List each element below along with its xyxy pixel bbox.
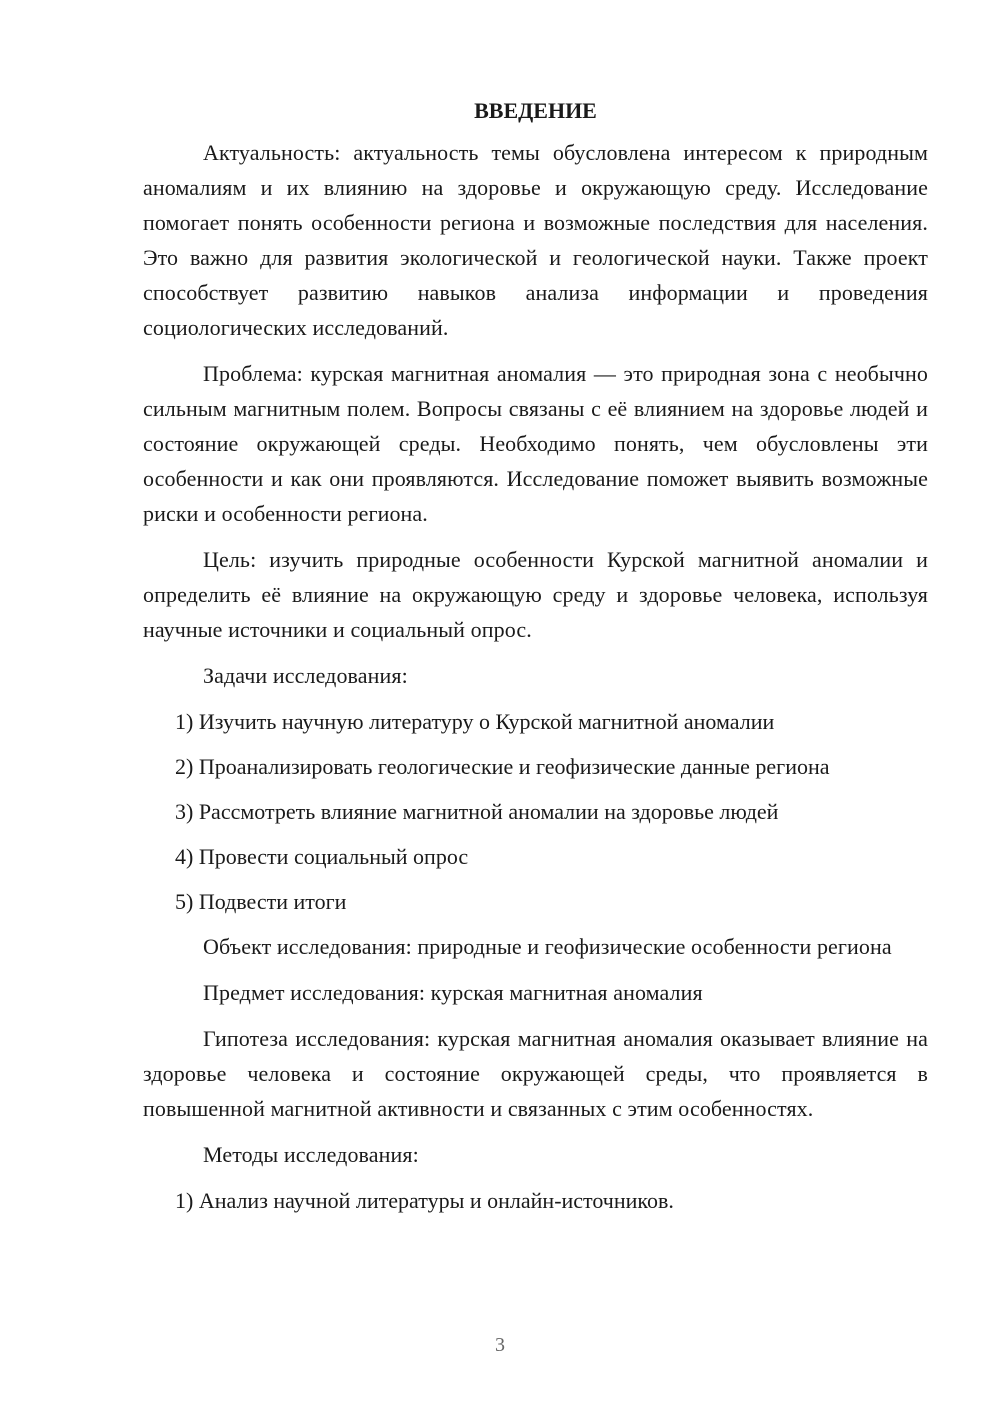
problem-paragraph: Проблема: курская магнитная аномалия — это природная зона с необычно сильным магнитным полем. Вопросы связаны с её влиянием на здоровье людей и состояние окружающей среды. Необходимо понять, чем обусловлены эти особенности и как они проявляются. Исследование поможет выявить возможные риски и особенности региона. (143, 361, 928, 526)
list-item: 5) Подвести итоги (175, 889, 347, 914)
tasks-title: Задачи исследования: (203, 663, 408, 688)
subject-paragraph: Предмет исследования: курская магнитная аномалия (203, 980, 703, 1005)
hypothesis-paragraph: Гипотеза исследования: курская магнитная аномалия оказывает влияние на здоровье человека и состояние окружающей среды, что проявляется в повышенной магнитной активности и связанных с этим особенностях. (143, 1026, 928, 1121)
page-number: 3 (495, 1334, 505, 1356)
document-page (143, 96, 928, 1228)
goal-paragraph: Цель: изучить природные особенности Курской магнитной аномалии и определить её влияние на окружающую среду и здоровье человека, используя научные источники и социальный опрос. (143, 547, 928, 642)
list-item: 2) Проанализировать геологические и геофизические данные региона (175, 754, 830, 779)
section-heading: ВВЕДЕНИЕ (474, 98, 597, 123)
methods-list (143, 1183, 928, 1218)
list-item: 3) Рассмотреть влияние магнитной аномалии на здоровье людей (175, 799, 779, 824)
list-item: 1) Анализ научной литературы и онлайн-источников. (175, 1188, 674, 1213)
list-item: 4) Провести социальный опрос (175, 844, 469, 869)
methods-title: Методы исследования: (203, 1142, 419, 1167)
object-paragraph: Объект исследования: природные и геофизические особенности региона (203, 934, 892, 959)
relevance-paragraph: Актуальность: актуальность темы обусловлена интересом к природным аномалиям и их влиянию на здоровье и окружающую среду. Исследование помогает понять особенности региона и возможные последствия для населения. Это важно для развития экологической и геологической науки. Также проект способствует развитию навыков анализа информации и проведения социологических исследований. (143, 140, 928, 340)
tasks-list (143, 704, 928, 919)
list-item: 1) Изучить научную литературу о Курской магнитной аномалии (175, 709, 775, 734)
